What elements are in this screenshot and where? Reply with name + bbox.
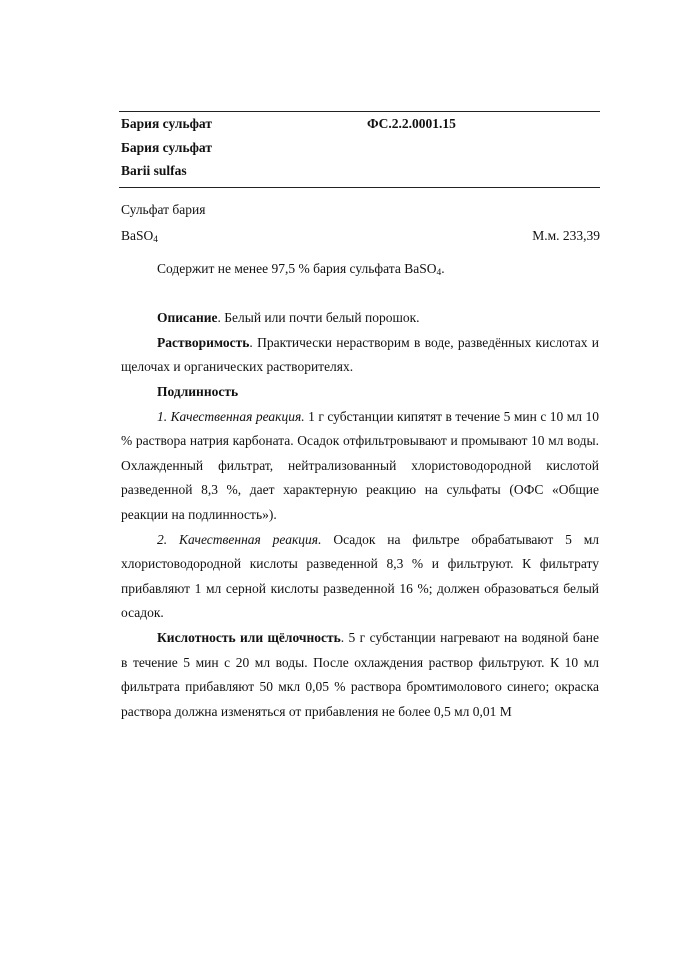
monograph-name-ru: Бария сульфат [121,116,212,131]
identity-test-1 [121,405,599,528]
content-subscript: 4 [436,268,442,278]
formula-base: BaSO [121,228,154,243]
header-top-rule [119,111,600,112]
description-paragraph [121,306,599,331]
monograph-code: ФС.2.2.0001.15 [367,116,456,131]
acidity-text: . 5 г субстанции нагревают на водяной бане в течение 5 мин с 20 мл воды. После охлаждения раствор фильтруют. К 10 мл фильтрата прибавляют 50 мкл 0,05 % раствора бромтимолового синего; окраска раствора должна изменяться от прибавления не более 0,5 мл 0,01 М [121,629,599,719]
identity-test-2-text: Осадок на фильтре обрабатывают 5 мл хлористоводородной кислоты разведенной 8,3 % и фильтруют. К фильтрату прибавляют 1 мл серной кислоты разведенной 16 %; должен образоваться белый осадок. [121,531,599,621]
molar-mass: М.м. 233,39 [532,228,600,243]
formula-subscript: 4 [153,235,159,245]
acidity-paragraph [121,626,599,724]
identity-test-1-label: 1. Качественная реакция. [157,408,305,424]
monograph-name-ru-2: Бария сульфат [121,140,212,155]
synonym: Сульфат бария [121,202,206,217]
solubility-text: . Практически нерастворим в воде, разведённых кислотах и щелочах и органических растворителях. [121,334,599,375]
identity-heading: Подлинность [157,383,239,399]
description-text: . Белый или почти белый порошок. [217,310,420,326]
identity-test-2-label: 2. Качественная реакция. [157,531,322,547]
header-bottom-rule [119,187,600,188]
monograph-name-latin: Barii sulfas [121,163,187,178]
paragraph-gap [121,282,599,307]
acidity-label: Кислотность или щёлочность [157,629,341,645]
content-paragraph [121,257,599,282]
content-text: Содержит не менее 97,5 % бария сульфата BaSO [157,261,437,276]
description-label: Описание [157,310,218,326]
chemical-formula [121,228,158,244]
identity-test-1-text: 1 г субстанции кипятят в течение 5 мин с 10 мл 10 % раствора натрия карбоната. Осадок отфильтровывают и промывают 10 мл воды. Охлажденный фильтрат, нейтрализованный хлористоводородной кислотой разведенной 8,3 %, дает характерную реакцию на сульфаты (ОФС «Общие реакции на подлинность»). [121,408,599,522]
solubility-paragraph [121,331,599,380]
identity-test-2 [121,528,599,626]
monograph-body [121,257,599,724]
content-end: . [441,261,445,276]
solubility-label: Растворимость [157,334,250,350]
